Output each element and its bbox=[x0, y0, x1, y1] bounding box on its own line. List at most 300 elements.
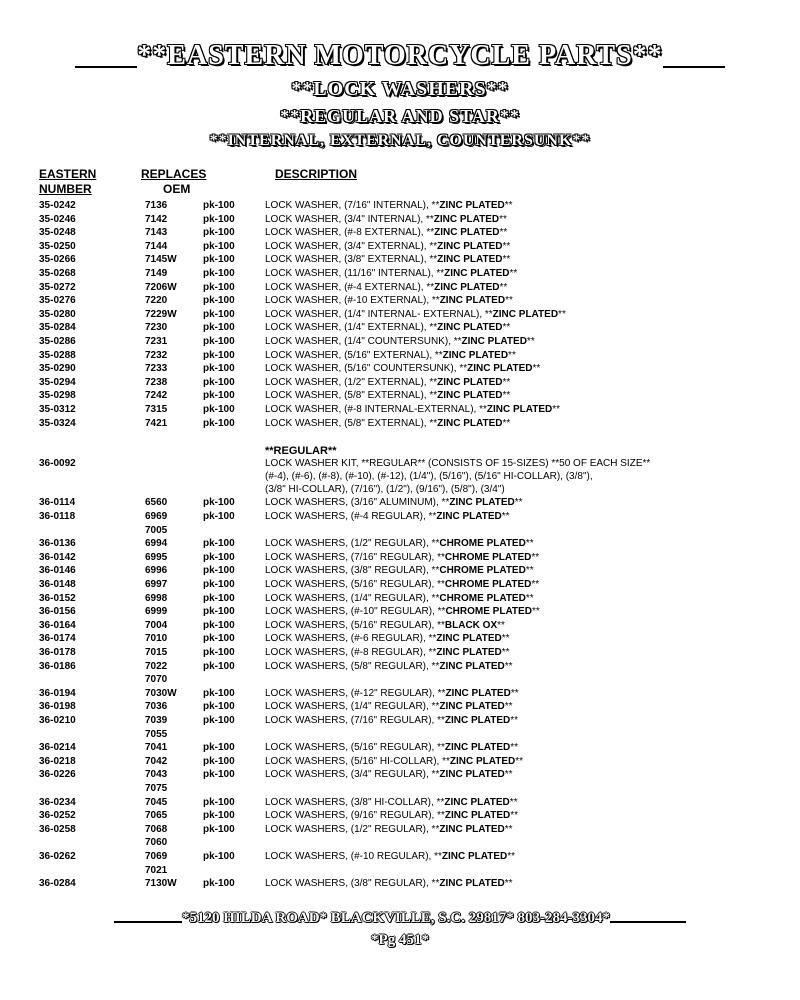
finish: CHROME PLATED bbox=[439, 538, 526, 550]
col-eastern: EASTERN bbox=[39, 167, 97, 181]
oem-number: 7142 bbox=[145, 213, 168, 225]
table-row bbox=[0, 850, 800, 864]
part-number: 36-0118 bbox=[39, 511, 76, 523]
table-row bbox=[0, 294, 800, 308]
finish: ZINC PLATED bbox=[439, 660, 505, 672]
desc-end: ** bbox=[514, 497, 523, 509]
desc-text: LOCK WASHERS, (1/2" REGULAR), ** bbox=[265, 823, 440, 835]
table-row bbox=[0, 619, 800, 633]
desc-end: ** bbox=[510, 810, 519, 822]
part-number: 35-0288 bbox=[39, 349, 76, 361]
pack-qty: pk-100 bbox=[203, 810, 235, 822]
table-row bbox=[0, 213, 800, 227]
table-row bbox=[0, 362, 800, 376]
part-number: 35-0294 bbox=[39, 376, 76, 388]
desc-text: LOCK WASHERS, (3/16" ALUMINUM), ** bbox=[265, 497, 450, 509]
part-number: 36-0284 bbox=[39, 878, 76, 890]
page-header bbox=[0, 40, 800, 72]
desc-end: ** bbox=[502, 240, 511, 252]
table-row bbox=[0, 281, 800, 295]
desc-text: LOCK WASHERS, (#-10" REGULAR), ** bbox=[265, 606, 446, 618]
part-description bbox=[265, 619, 505, 633]
pack-qty: pk-100 bbox=[203, 267, 235, 279]
part-description bbox=[265, 755, 523, 769]
footer-rule-left bbox=[114, 921, 182, 923]
desc-text: LOCK WASHER, (7/16" INTERNAL), ** bbox=[265, 200, 440, 211]
table-row bbox=[0, 768, 800, 782]
part-description bbox=[265, 389, 510, 403]
table-row bbox=[0, 308, 800, 322]
oem-number: 7232 bbox=[145, 349, 168, 361]
oem-number: 7231 bbox=[145, 335, 168, 347]
part-description bbox=[265, 850, 515, 864]
pack-qty: pk-100 bbox=[203, 213, 235, 225]
pack-qty: pk-100 bbox=[203, 660, 235, 672]
desc-end: ** bbox=[499, 227, 508, 239]
part-description bbox=[265, 646, 510, 660]
table-row bbox=[0, 605, 800, 619]
desc-text: LOCK WASHER, (1/2" EXTERNAL), ** bbox=[265, 376, 438, 388]
col-oem: OEM bbox=[163, 182, 191, 196]
part-description bbox=[265, 362, 540, 376]
kit-description bbox=[265, 458, 800, 496]
pack-qty: pk-100 bbox=[203, 511, 235, 523]
part-description bbox=[265, 199, 513, 213]
pack-qty: pk-100 bbox=[203, 606, 235, 618]
table-row bbox=[0, 524, 800, 538]
table-row bbox=[0, 809, 800, 823]
desc-end: ** bbox=[502, 322, 511, 334]
finish: ZINC PLATED bbox=[441, 850, 508, 862]
pack-qty: pk-100 bbox=[203, 850, 235, 862]
desc-end: ** bbox=[502, 376, 511, 388]
part-number: 36-0186 bbox=[39, 660, 76, 672]
table-row bbox=[0, 660, 800, 674]
desc-text: LOCK WASHER, (#-10 EXTERNAL), ** bbox=[265, 295, 440, 307]
part-number: 36-0142 bbox=[39, 551, 76, 563]
part-number: 36-0234 bbox=[39, 796, 76, 808]
desc-text: LOCK WASHER, (#-4 EXTERNAL), ** bbox=[265, 281, 435, 293]
part-number: 36-0252 bbox=[39, 810, 76, 822]
table-row bbox=[0, 673, 800, 687]
finish: CHROME PLATED bbox=[445, 606, 532, 618]
finish: ZINC PLATED bbox=[461, 335, 527, 347]
kit-line: (#-4), (#-6), (#-8), (#-10), (#-12), (1/4"), (5/16"), (5/16" HI-COLLAR), (3/8"), bbox=[265, 470, 593, 482]
pack-qty: pk-100 bbox=[203, 322, 235, 334]
part-description bbox=[265, 349, 516, 363]
desc-end: ** bbox=[504, 200, 513, 211]
desc-text: LOCK WASHER, (3/8" EXTERNAL), ** bbox=[265, 254, 438, 266]
desc-end: ** bbox=[502, 254, 511, 266]
desc-end: ** bbox=[531, 606, 540, 618]
group-spacer bbox=[0, 430, 800, 444]
table-row bbox=[0, 700, 800, 714]
desc-end: ** bbox=[525, 538, 534, 550]
oem-number: 7230 bbox=[145, 322, 168, 334]
oem-number: 7010 bbox=[145, 633, 168, 645]
pack-qty: pk-100 bbox=[203, 335, 235, 347]
part-description bbox=[265, 687, 519, 701]
pack-qty: pk-100 bbox=[203, 281, 235, 293]
oem-number: 7233 bbox=[145, 363, 168, 375]
desc-text: LOCK WASHER, (1/4" INTERNAL- EXTERNAL), ** bbox=[265, 308, 493, 320]
oem-number: 7021 bbox=[145, 864, 168, 876]
part-number: 36-0136 bbox=[39, 538, 76, 550]
kit-row bbox=[0, 458, 800, 496]
pack-qty: pk-100 bbox=[203, 619, 235, 631]
part-number: 35-0268 bbox=[39, 267, 76, 279]
col-number: NUMBER bbox=[39, 182, 92, 196]
desc-text: LOCK WASHERS, (7/16" REGULAR), ** bbox=[265, 551, 445, 563]
part-description bbox=[265, 321, 510, 335]
table-row bbox=[0, 226, 800, 240]
finish: ZINC PLATED bbox=[439, 295, 506, 307]
subtitle-regular-star: **REGULAR AND STAR** bbox=[280, 106, 520, 126]
desc-text: LOCK WASHERS, (3/8" REGULAR), ** bbox=[265, 878, 440, 890]
desc-end: ** bbox=[502, 390, 511, 402]
oem-number: 7075 bbox=[145, 782, 168, 794]
desc-end: ** bbox=[509, 267, 518, 279]
pack-qty: pk-100 bbox=[203, 390, 235, 402]
part-number: 36-0146 bbox=[39, 565, 76, 577]
finish: ZINC PLATED bbox=[437, 376, 503, 388]
subtitle-lock-washers: **LOCK WASHERS** bbox=[291, 78, 509, 100]
finish: ZINC PLATED bbox=[439, 701, 505, 713]
desc-text: LOCK WASHER, (5/16" EXTERNAL), ** bbox=[265, 349, 443, 361]
oem-number: 7220 bbox=[145, 295, 168, 307]
section-regular-label: **REGULAR** bbox=[265, 445, 337, 458]
pack-qty: pk-100 bbox=[203, 647, 235, 659]
desc-end: ** bbox=[508, 349, 516, 361]
part-description bbox=[265, 796, 518, 810]
table-row bbox=[0, 417, 800, 431]
oem-number: 6996 bbox=[145, 565, 168, 577]
table-row bbox=[0, 796, 800, 810]
part-number: 36-0156 bbox=[39, 606, 76, 618]
desc-end: ** bbox=[526, 335, 535, 347]
desc-text: LOCK WASHERS, (1/4" REGULAR), ** bbox=[265, 592, 440, 604]
oem-number: 6994 bbox=[145, 538, 168, 550]
part-description bbox=[265, 700, 513, 714]
desc-text: LOCK WASHERS, (3/8" HI-COLLAR), ** bbox=[265, 796, 445, 808]
pack-qty: pk-100 bbox=[203, 565, 235, 577]
pack-qty: pk-100 bbox=[203, 796, 235, 808]
oem-number: 7036 bbox=[145, 701, 168, 713]
oem-number: 7041 bbox=[145, 742, 168, 754]
part-number: 35-0286 bbox=[39, 335, 76, 347]
pack-qty: pk-100 bbox=[203, 579, 235, 591]
desc-text: LOCK WASHERS, (7/16" REGULAR), ** bbox=[265, 714, 445, 726]
table-row bbox=[0, 321, 800, 335]
desc-end: ** bbox=[558, 308, 566, 320]
desc-text: LOCK WASHER, (3/4" EXTERNAL), ** bbox=[265, 240, 438, 252]
finish: ZINC PLATED bbox=[436, 511, 502, 523]
pack-qty: pk-100 bbox=[203, 240, 235, 252]
part-description bbox=[265, 253, 510, 267]
table-row bbox=[0, 646, 800, 660]
desc-end: ** bbox=[504, 660, 513, 672]
finish: ZINC PLATED bbox=[442, 349, 509, 361]
part-description bbox=[265, 564, 534, 578]
subtitle-types: **INTERNAL, EXTERNAL, COUNTERSUNK** bbox=[209, 132, 591, 149]
title-rule-left bbox=[75, 66, 137, 68]
pack-qty: pk-100 bbox=[203, 497, 235, 509]
desc-end: ** bbox=[525, 565, 534, 577]
part-description bbox=[265, 267, 517, 281]
finish: ZINC PLATED bbox=[439, 200, 505, 211]
catalog-title: **EASTERN MOTORCYCLE PARTS** bbox=[137, 40, 663, 71]
desc-text: LOCK WASHERS, (1/2" REGULAR), ** bbox=[265, 538, 440, 550]
oem-number: 7242 bbox=[145, 390, 168, 402]
pack-qty: pk-100 bbox=[203, 295, 235, 307]
pack-qty: pk-100 bbox=[203, 403, 235, 415]
pack-qty: pk-100 bbox=[203, 200, 235, 211]
desc-end: ** bbox=[502, 417, 511, 429]
desc-end: ** bbox=[510, 742, 519, 754]
desc-text: LOCK WASHERS, (5/8" REGULAR), ** bbox=[265, 660, 440, 672]
desc-end: ** bbox=[501, 647, 510, 659]
finish: ZINC PLATED bbox=[437, 254, 503, 266]
oem-number: 7055 bbox=[145, 728, 168, 740]
oem-number: 7206W bbox=[145, 281, 177, 293]
part-description bbox=[265, 592, 534, 606]
part-description bbox=[265, 768, 513, 782]
pack-qty: pk-100 bbox=[203, 376, 235, 388]
desc-end: ** bbox=[510, 687, 519, 699]
table-row bbox=[0, 253, 800, 267]
pack-qty: pk-100 bbox=[203, 687, 235, 699]
page-number: *Pg 451* bbox=[371, 932, 429, 948]
finish: ZINC PLATED bbox=[434, 227, 500, 239]
finish: ZINC PLATED bbox=[467, 363, 533, 375]
desc-text: LOCK WASHERS, (9/16" REGULAR), ** bbox=[265, 810, 445, 822]
kit-line: (3/8" HI-COLLAR), (7/16"), (1/2"), (9/16"), (5/8"), (3/4") bbox=[265, 483, 505, 495]
desc-end: ** bbox=[552, 403, 561, 415]
desc-end: ** bbox=[510, 714, 519, 726]
table-row bbox=[0, 564, 800, 578]
part-number: 35-0246 bbox=[39, 213, 76, 225]
footer bbox=[0, 910, 800, 927]
oem-number: 7145W bbox=[145, 254, 177, 266]
finish: ZINC PLATED bbox=[444, 810, 511, 822]
pack-qty: pk-100 bbox=[203, 254, 235, 266]
finish: BLACK OX bbox=[444, 619, 498, 631]
finish: ZINC PLATED bbox=[439, 769, 505, 781]
part-number: 36-0174 bbox=[39, 633, 76, 645]
finish: ZINC PLATED bbox=[436, 633, 502, 645]
desc-text: LOCK WASHER, (5/16" COUNTERSUNK), ** bbox=[265, 363, 468, 375]
pack-qty: pk-100 bbox=[203, 227, 235, 239]
desc-end: ** bbox=[505, 295, 513, 307]
table-row bbox=[0, 389, 800, 403]
part-description bbox=[265, 403, 560, 417]
part-number: 36-0226 bbox=[39, 769, 76, 781]
part-number: 35-0248 bbox=[39, 227, 76, 239]
regular-group bbox=[0, 496, 800, 890]
finish: ZINC PLATED bbox=[444, 267, 510, 279]
part-description bbox=[265, 714, 518, 728]
pack-qty: pk-100 bbox=[203, 538, 235, 550]
desc-text: LOCK WASHER, (#-8 EXTERNAL), ** bbox=[265, 227, 435, 239]
desc-text: LOCK WASHERS, (#-10 REGULAR), ** bbox=[265, 850, 442, 862]
desc-text: LOCK WASHER, (#-8 INTERNAL-EXTERNAL), ** bbox=[265, 403, 487, 415]
external-internal-group bbox=[0, 199, 800, 430]
desc-end: ** bbox=[497, 619, 505, 631]
table-row bbox=[0, 687, 800, 701]
desc-text: LOCK WASHER, (3/4" INTERNAL), ** bbox=[265, 213, 434, 225]
desc-text: LOCK WASHERS, (#-8 REGULAR), ** bbox=[265, 647, 437, 659]
part-number: 36-0178 bbox=[39, 647, 76, 659]
finish: CHROME PLATED bbox=[439, 565, 526, 577]
desc-text: LOCK WASHERS, (#-4 REGULAR), ** bbox=[265, 511, 437, 523]
desc-text: LOCK WASHERS, (5/16" REGULAR), ** bbox=[265, 579, 445, 591]
part-description bbox=[265, 294, 513, 308]
table-row bbox=[0, 403, 800, 417]
finish: CHROME PLATED bbox=[439, 592, 526, 604]
desc-end: ** bbox=[504, 701, 513, 713]
desc-text: LOCK WASHERS, (1/4" REGULAR), ** bbox=[265, 701, 440, 713]
oem-number: 7070 bbox=[145, 674, 168, 686]
parts-table bbox=[0, 199, 800, 891]
desc-text: LOCK WASHER, (5/8" EXTERNAL), ** bbox=[265, 417, 438, 429]
pack-qty: pk-100 bbox=[203, 742, 235, 754]
oem-number: 7315 bbox=[145, 403, 168, 415]
table-row bbox=[0, 714, 800, 728]
desc-text: LOCK WASHERS, (5/16" REGULAR), ** bbox=[265, 742, 445, 754]
footer-rule-right bbox=[610, 921, 686, 923]
kit-line: LOCK WASHER KIT, **REGULAR** (CONSISTS OF 15-SIZES) **50 OF EACH SIZE** bbox=[265, 458, 651, 470]
desc-end: ** bbox=[531, 579, 540, 591]
part-description bbox=[265, 226, 507, 240]
desc-end: ** bbox=[531, 551, 540, 563]
part-number: 35-0284 bbox=[39, 322, 76, 334]
part-number: 35-0324 bbox=[39, 417, 76, 429]
finish: CHROME PLATED bbox=[444, 579, 532, 591]
table-row bbox=[0, 877, 800, 891]
part-description bbox=[265, 578, 539, 592]
finish: ZINC PLATED bbox=[433, 213, 500, 225]
oem-number: 7421 bbox=[145, 417, 168, 429]
desc-end: ** bbox=[499, 281, 508, 293]
part-description bbox=[265, 632, 510, 646]
table-row bbox=[0, 537, 800, 551]
finish: ZINC PLATED bbox=[437, 417, 503, 429]
part-description bbox=[265, 809, 518, 823]
desc-end: ** bbox=[504, 769, 513, 781]
part-number: 36-0198 bbox=[39, 701, 76, 713]
part-number: 35-0266 bbox=[39, 254, 76, 266]
oem-number: 7030W bbox=[145, 687, 177, 699]
pack-qty: pk-100 bbox=[203, 769, 235, 781]
part-number: 35-0312 bbox=[39, 403, 76, 415]
part-number: 35-0290 bbox=[39, 363, 76, 375]
table-row bbox=[0, 240, 800, 254]
oem-number: 7065 bbox=[145, 810, 168, 822]
table-row bbox=[0, 864, 800, 878]
part-number: 35-0298 bbox=[39, 390, 76, 402]
table-row bbox=[0, 823, 800, 837]
part-number: 36-0148 bbox=[39, 579, 76, 591]
oem-number: 7069 bbox=[145, 850, 168, 862]
part-description bbox=[265, 213, 507, 227]
section-regular bbox=[0, 444, 800, 458]
oem-number: 7149 bbox=[145, 267, 168, 279]
oem-number: 6997 bbox=[145, 579, 168, 591]
table-row bbox=[0, 632, 800, 646]
part-number: 36-0152 bbox=[39, 592, 76, 604]
part-number: 35-0242 bbox=[39, 200, 76, 211]
part-description bbox=[265, 660, 513, 674]
table-row bbox=[0, 741, 800, 755]
oem-number: 7015 bbox=[145, 647, 168, 659]
oem-number: 7143 bbox=[145, 227, 168, 239]
finish: ZINC PLATED bbox=[444, 714, 511, 726]
part-number: 35-0272 bbox=[39, 281, 76, 293]
finish: ZINC PLATED bbox=[445, 687, 511, 699]
part-description bbox=[265, 823, 513, 837]
footer-address: *5120 HILDA ROAD* BLACKVILLE, S.C. 29817* 803-284-3304* bbox=[182, 910, 610, 926]
part-description bbox=[265, 240, 510, 254]
finish: ZINC PLATED bbox=[434, 281, 500, 293]
table-row bbox=[0, 510, 800, 524]
part-number: 36-0210 bbox=[39, 714, 76, 726]
oem-number: 7144 bbox=[145, 240, 168, 252]
table-row bbox=[0, 199, 800, 213]
oem-number: 7068 bbox=[145, 823, 168, 835]
pack-qty: pk-100 bbox=[203, 701, 235, 713]
desc-end: ** bbox=[504, 823, 513, 835]
oem-number: 6999 bbox=[145, 606, 168, 618]
part-description bbox=[265, 496, 523, 510]
part-description bbox=[265, 741, 518, 755]
col-replaces: REPLACES bbox=[141, 167, 207, 181]
desc-end: ** bbox=[515, 755, 524, 767]
finish: ZINC PLATED bbox=[444, 742, 511, 754]
desc-end: ** bbox=[509, 796, 518, 808]
part-description bbox=[265, 308, 566, 322]
col-description: DESCRIPTION bbox=[275, 167, 358, 181]
part-number: 35-0280 bbox=[39, 308, 76, 320]
pack-qty: pk-100 bbox=[203, 592, 235, 604]
oem-number: 6969 bbox=[145, 511, 168, 523]
part-number: 36-0214 bbox=[39, 742, 76, 754]
oem-number: 7043 bbox=[145, 769, 168, 781]
oem-number: 7136 bbox=[145, 200, 168, 211]
part-number: 36-0194 bbox=[39, 687, 76, 699]
desc-end: ** bbox=[501, 633, 510, 645]
pack-qty: pk-100 bbox=[203, 714, 235, 726]
pack-qty: pk-100 bbox=[203, 417, 235, 429]
desc-end: ** bbox=[525, 592, 534, 604]
desc-end: ** bbox=[532, 363, 541, 375]
finish: ZINC PLATED bbox=[437, 240, 503, 252]
desc-end: ** bbox=[504, 878, 513, 890]
oem-number: 7060 bbox=[145, 837, 168, 849]
finish: ZINC PLATED bbox=[437, 322, 503, 334]
part-description bbox=[265, 877, 513, 891]
desc-text: LOCK WASHERS, (3/8" REGULAR), ** bbox=[265, 565, 440, 577]
oem-number: 7045 bbox=[145, 796, 168, 808]
part-number: 36-0218 bbox=[39, 755, 76, 767]
part-description bbox=[265, 281, 507, 295]
table-row bbox=[0, 335, 800, 349]
pack-qty: pk-100 bbox=[203, 633, 235, 645]
table-row bbox=[0, 728, 800, 742]
desc-text: LOCK WASHERS, (3/4" REGULAR), ** bbox=[265, 769, 440, 781]
part-number: 35-0276 bbox=[39, 295, 76, 307]
part-description bbox=[265, 335, 535, 349]
finish: ZINC PLATED bbox=[437, 390, 503, 402]
